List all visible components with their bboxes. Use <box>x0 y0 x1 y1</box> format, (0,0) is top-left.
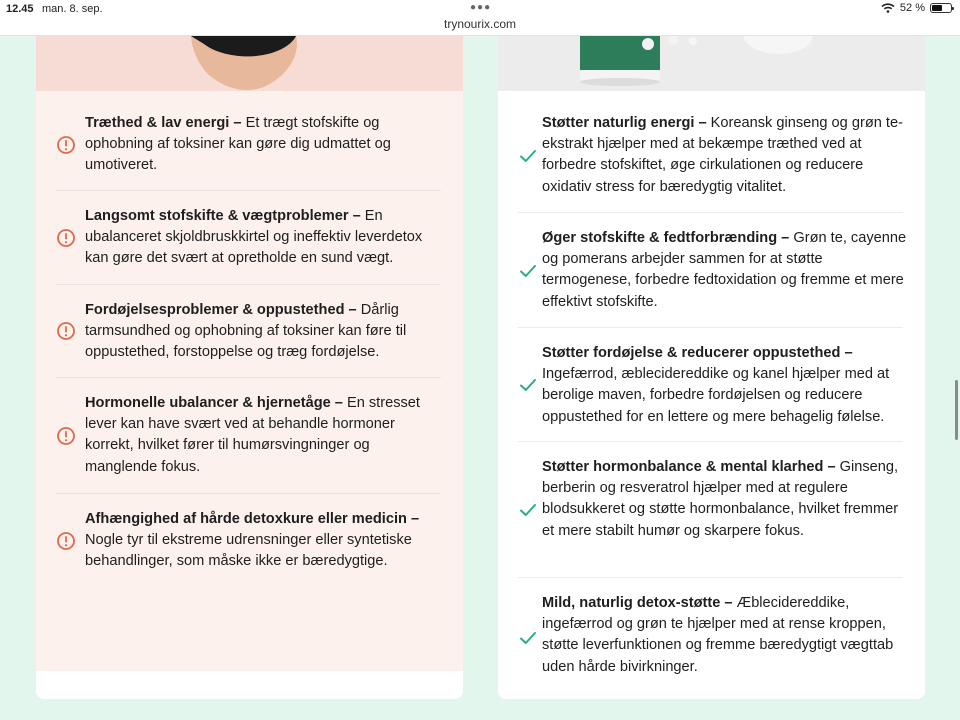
benefits-card <box>498 36 925 699</box>
list-item <box>56 494 441 584</box>
list-item <box>518 213 907 328</box>
problem-title: Fordøjelsesproblemer & oppustethed – <box>85 302 357 318</box>
list-item <box>56 91 441 191</box>
exclamation-circle-icon <box>56 426 76 446</box>
status-indicators <box>881 2 952 14</box>
exclamation-circle-icon <box>56 135 76 155</box>
list-item <box>56 378 441 494</box>
list-item <box>56 191 441 285</box>
problem-desc: En ubalanceret skjoldbruskkirtel og ineffektiv leverdetox kan gøre det svært at opretholde en sund vægt. <box>85 208 423 267</box>
problem-text <box>85 206 445 270</box>
status-date: man. 8. sep. <box>42 3 103 15</box>
problem-desc: Et trægt stofskifte og ophobning af toksiner kan gøre dig udmattet og umotiveret. <box>85 115 391 174</box>
benefit-text <box>542 343 910 428</box>
problems-card <box>36 36 463 699</box>
battery-icon <box>930 3 952 13</box>
exclamation-circle-icon <box>56 321 76 341</box>
benefit-title: Støtter naturlig energi – <box>542 115 707 131</box>
problem-title: Træthed & lav energi – <box>85 115 242 131</box>
status-time: 12.45 <box>6 3 34 15</box>
problem-desc: Dårlig tarmsundhed og ophobning af toksiner kan føre til oppustethed, forstoppelse og træg fordøjelse. <box>85 302 407 361</box>
problem-title: Hormonelle ubalancer & hjernetåge – <box>85 395 343 411</box>
battery-percent: 52 % <box>899 2 925 14</box>
problem-title: Langsomt stofskifte & vægtproblemer – <box>85 208 361 224</box>
problem-desc: En stresset lever kan have svært ved at behandle hormoner korrekt, hvilket fører til humørsvingninger og manglende fokus. <box>85 395 420 475</box>
benefit-desc: Ingefærrod, æblecidereddike og kanel hjælper med at berolige maven, forbedre fordøjelsen og reducere oppustethed for en lettere og mere behagelig følelse. <box>542 366 890 425</box>
checkmark-icon <box>518 628 538 648</box>
checkmark-icon <box>518 500 538 520</box>
problem-desc: Nogle tyr til ekstreme udrensninger eller syntetiske behandlinger, som måske ikke er bæredygtige. <box>85 532 412 570</box>
more-dots-icon[interactable]: ●●● <box>470 2 492 13</box>
benefit-text <box>542 113 910 198</box>
checkmark-icon <box>518 146 538 166</box>
benefit-text <box>542 593 910 678</box>
benefit-text <box>542 228 910 313</box>
benefit-desc: Grøn te, cayenne og pomerans arbejder sammen for at støtte termogenese, forbedre fedtoxidation og fremme et mere effektivt stofskifte. <box>542 230 907 310</box>
problem-text <box>85 300 445 364</box>
benefit-title: Øger stofskifte & fedtforbrænding – <box>542 230 790 246</box>
problem-text <box>85 509 445 573</box>
benefit-desc: Ginseng, berberin og resveratrol hjælper med at regulere blodsukkeret og støtte hormonbalance, hvilket fremmer et mere stabilt humør og skarpere fokus. <box>542 459 899 539</box>
list-item <box>518 91 903 213</box>
benefit-title: Mild, naturlig detox-støtte – <box>542 595 733 611</box>
browser-status-bar <box>0 0 960 36</box>
list-item <box>518 328 903 442</box>
benefit-title: Støtter fordøjelse & reducerer oppustethed – <box>542 345 853 361</box>
benefits-hero-image <box>498 36 925 91</box>
benefit-desc: Koreansk ginseng og grøn te-ekstrakt hjælper med at bekæmpe træthed ved at forbedre stofskiftet, øge cirkulationen og reducere oxidativ stress for bæredygtig vitalitet. <box>542 115 903 195</box>
problem-title: Afhængighed af hårde detoxkure eller medicin – <box>85 511 420 527</box>
list-item <box>518 442 903 578</box>
address-bar-url[interactable]: trynourix.com <box>443 17 517 31</box>
checkmark-icon <box>518 375 538 395</box>
benefit-text <box>542 457 910 542</box>
list-item <box>518 578 903 698</box>
checkmark-icon <box>518 261 538 281</box>
wifi-icon <box>881 3 895 13</box>
benefit-title: Støtter hormonbalance & mental klarhed – <box>542 459 836 475</box>
exclamation-circle-icon <box>56 531 76 551</box>
problems-hero-image <box>36 36 463 91</box>
problem-text <box>85 113 445 177</box>
page-scrollbar[interactable] <box>955 380 958 440</box>
exclamation-circle-icon <box>56 228 76 248</box>
problems-list <box>36 91 463 671</box>
benefits-list <box>498 91 925 699</box>
list-item <box>56 285 441 378</box>
benefit-desc: Æblecidereddike, ingefærrod og grøn te hjælper med at rense kroppen, støtte leverfunktionen og fremme bæredygtigt vægttab uden hårde bivirkninger. <box>542 595 894 675</box>
problem-text <box>85 393 445 478</box>
